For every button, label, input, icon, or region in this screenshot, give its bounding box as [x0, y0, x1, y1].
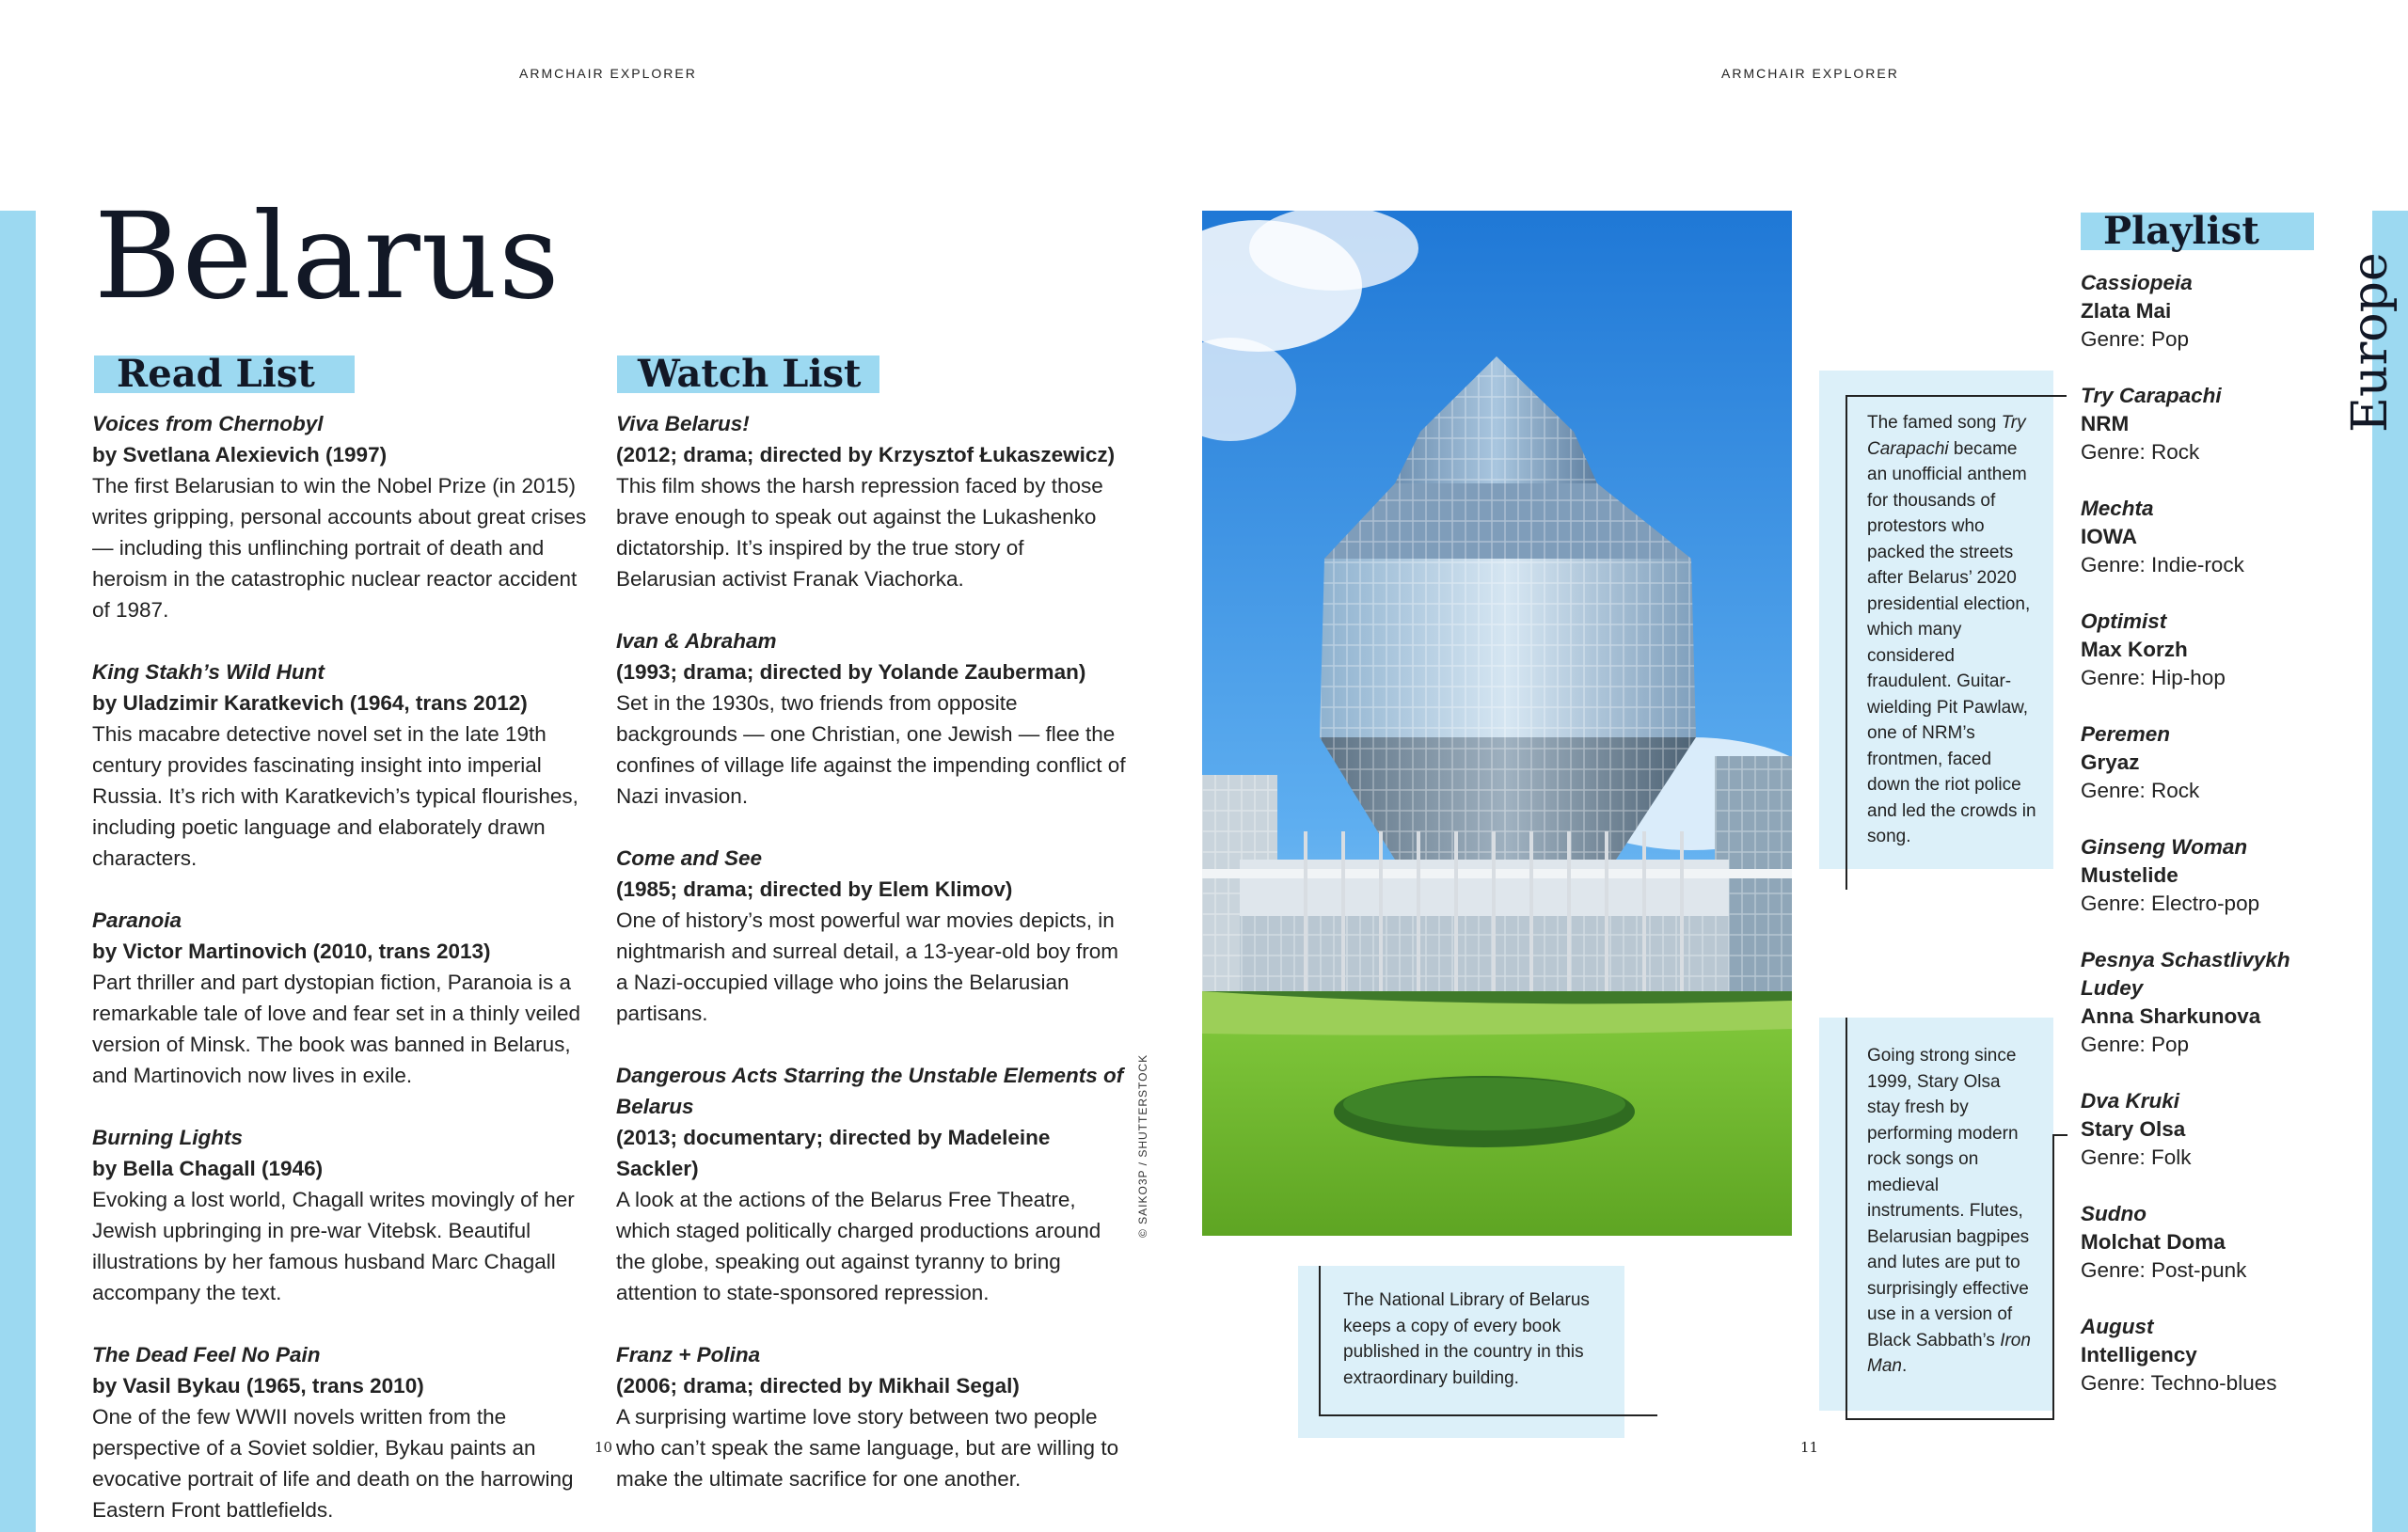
playlist-item: [2081, 495, 2353, 579]
caption-text-after: .: [1901, 1356, 1908, 1376]
list-item: [616, 1339, 1129, 1494]
track-genre: Genre: Pop: [2081, 1033, 2190, 1056]
list-item: [616, 408, 1129, 594]
film-description: A surprising wartime love story between two people who can’t speak the same language, but are willing to make the ultimate sacrifice for one another.: [616, 1405, 1119, 1491]
list-item: [92, 656, 591, 874]
caption-song-title: Try Carapachi: [1867, 413, 2026, 459]
track-title: August: [2081, 1315, 2154, 1338]
playlist-item: [2081, 1313, 2353, 1398]
track-title: Mechta: [2081, 497, 2154, 520]
film-title: Franz + Polina: [616, 1343, 761, 1366]
caption-text-before: The famed song: [1867, 413, 2002, 433]
caption-rule-tick: [2052, 1134, 2067, 1136]
track-artist: Stary Olsa: [2081, 1117, 2186, 1141]
page-number-left: 10: [594, 1439, 613, 1456]
track-genre: Genre: Techno-blues: [2081, 1371, 2277, 1395]
list-item: [92, 408, 591, 625]
track-genre: Genre: Rock: [2081, 779, 2200, 802]
track-genre: Genre: Folk: [2081, 1145, 2192, 1169]
film-byline: (2006; drama; directed by Mikhail Segal): [616, 1374, 1020, 1398]
playlist-item: [2081, 946, 2353, 1059]
track-artist: IOWA: [2081, 525, 2137, 548]
caption-song-title: Iron Man: [1867, 1330, 2031, 1376]
book-byline: by Bella Chagall (1946): [92, 1157, 324, 1180]
stary-olsa-caption: [1867, 1043, 2036, 1380]
book-description: Evoking a lost world, Chagall writes movingly of her Jewish upbringing in pre-war Vitebsk. Beautiful illustrations by her famous husband Marc Chagall accompany the text.: [92, 1188, 575, 1304]
caption-text-after: became an unofficial anthem for thousands of protestors who packed the streets after Belarus’ 2020 presidential election, which many considered fraudulent. Guitar-wielding Pit Pawlaw, one of NRM’s frontmen, faced down the riot police and led the crowds in song.: [1867, 438, 2036, 846]
running-head-right: ARMCHAIR EXPLORER: [1721, 66, 1899, 81]
playlist-item: [2081, 833, 2353, 918]
track-title: Sudno: [2081, 1202, 2147, 1225]
book-title: Burning Lights: [92, 1126, 243, 1149]
book-byline: by Svetlana Alexievich (1997): [92, 443, 388, 466]
playlist-item: [2081, 382, 2353, 466]
playlist-item: [2081, 269, 2353, 354]
list-item: [616, 625, 1129, 812]
playlist-item: [2081, 1200, 2353, 1285]
track-genre: Genre: Electro-pop: [2081, 892, 2260, 915]
track-genre: Genre: Indie-rock: [2081, 553, 2244, 576]
track-title: Try Carapachi: [2081, 384, 2222, 407]
book-title: King Stakh’s Wild Hunt: [92, 660, 325, 684]
page-number-right: 11: [1800, 1439, 1819, 1456]
track-title: Pesnya Schastlivykh Ludey: [2081, 948, 2290, 1000]
track-genre: Genre: Pop: [2081, 327, 2190, 351]
playlist-item: [2081, 720, 2353, 805]
caption-rule-horizontal: [1846, 1418, 2054, 1420]
track-artist: Intelligency: [2081, 1343, 2197, 1366]
film-description: This film shows the harsh repression faced by those brave enough to speak out against the Lukashenko dictatorship. It’s inspired by the true story of Belarusian activist Franak Viachorka.: [616, 474, 1103, 591]
track-artist: Anna Sharkunova: [2081, 1004, 2261, 1028]
film-title: Come and See: [616, 846, 763, 870]
film-byline: (2013; documentary; directed by Madeleine Sackler): [616, 1126, 1051, 1180]
read-list: [92, 408, 591, 1532]
film-title: Viva Belarus!: [616, 412, 750, 435]
track-artist: Gryaz: [2081, 750, 2140, 774]
left-edge-bar: [0, 211, 36, 1532]
track-title: Optimist: [2081, 609, 2167, 633]
track-title: Peremen: [2081, 722, 2171, 746]
track-genre: Genre: Hip-hop: [2081, 666, 2226, 689]
film-description: Set in the 1930s, two friends from opposite backgrounds — one Christian, one Jewish — flee the confines of village life against the impending conflict of Nazi invasion.: [616, 691, 1126, 808]
film-byline: (2012; drama; directed by Krzysztof Łukaszewicz): [616, 443, 1116, 466]
list-item: [92, 1122, 591, 1308]
book-title: Paranoia: [92, 908, 182, 932]
anthem-caption: [1867, 410, 2036, 850]
photo-credit: © SAIKO3P / SHUTTERSTOCK: [1136, 1053, 1149, 1238]
film-byline: (1993; drama; directed by Yolande Zauberman): [616, 660, 1086, 684]
book-description: One of the few WWII novels written from the perspective of a Soviet soldier, Bykau paints an evocative portrait of life and death on the harrowing Eastern Front battlefields.: [92, 1405, 574, 1522]
caption-text-before: Going strong since 1999, Stary Olsa stay fresh by performing modern rock songs on medieval instruments. Flutes, Belarusian bagpipes and lutes are put to surprisingly effective use in a version of Black Sabbath’s: [1867, 1046, 2030, 1350]
caption-rule-horizontal: [1846, 395, 2067, 397]
caption-rule-vertical: [1846, 397, 1847, 890]
playlist: [2081, 269, 2353, 1426]
film-description: A look at the actions of the Belarus Free Theatre, which staged politically charged productions around the globe, speaking out against tyranny to bring attention to state-sponsored repression.: [616, 1188, 1101, 1304]
library-caption: The National Library of Belarus keeps a copy of every book published in the country in this extraordinary building.: [1343, 1290, 1590, 1388]
list-item: [92, 905, 591, 1091]
section-tab-europe: Europe: [2342, 252, 2399, 433]
caption-rule-horizontal: [1319, 1414, 1657, 1416]
list-item: [92, 1339, 591, 1525]
track-artist: Max Korzh: [2081, 638, 2188, 661]
track-artist: Mustelide: [2081, 863, 2178, 887]
list-item: [616, 1060, 1129, 1308]
watch-list-heading-text: Watch List: [638, 352, 862, 396]
watch-list: [616, 408, 1129, 1525]
book-description: This macabre detective novel set in the late 19th century provides fascinating insight into imperial Russia. It’s rich with Karatkevich’s typical flourishes, including poetic language and elaborately drawn characters.: [92, 722, 578, 870]
book-title: The Dead Feel No Pain: [92, 1343, 321, 1366]
track-artist: Molchat Doma: [2081, 1230, 2226, 1254]
page-title: Belarus: [94, 187, 561, 325]
caption-rule-connector: [2052, 1136, 2054, 1420]
film-description: One of history’s most powerful war movies depicts, in nightmarish and surreal detail, a 13-year-old boy from a Nazi-occupied village who joins the Belarusian partisans.: [616, 908, 1119, 1025]
film-title: Ivan & Abraham: [616, 629, 777, 653]
track-title: Dva Kruki: [2081, 1089, 2180, 1113]
track-genre: Genre: Post-punk: [2081, 1258, 2247, 1282]
read-list-heading-text: Read List: [117, 352, 315, 396]
book-description: The first Belarusian to win the Nobel Prize (in 2015) writes gripping, personal accounts about great crises — including this unflinching portrait of death and heroism in the catastrophic nuclear reactor accident of 1987.: [92, 474, 587, 622]
list-item: [616, 843, 1129, 1029]
book-title: Voices from Chernobyl: [92, 412, 324, 435]
caption-rule-vertical: [1846, 1018, 1847, 1420]
playlist-heading-text: Playlist: [2103, 209, 2259, 253]
running-head-left: ARMCHAIR EXPLORER: [519, 66, 697, 81]
book-byline: by Uladzimir Karatkevich (1964, trans 2012): [92, 691, 528, 715]
film-title: Dangerous Acts Starring the Unstable Elements of Belarus: [616, 1064, 1124, 1118]
national-library-photo: [1202, 211, 1792, 1236]
track-genre: Genre: Rock: [2081, 440, 2200, 464]
playlist-item: [2081, 608, 2353, 692]
book-byline: by Vasil Bykau (1965, trans 2010): [92, 1374, 424, 1398]
caption-rule-vertical: [1319, 1266, 1321, 1416]
book-description: Part thriller and part dystopian fiction, Paranoia is a remarkable tale of love and fear set in a thinly veiled version of Minsk. The book was banned in Belarus, and Martinovich now lives in exile.: [92, 971, 581, 1087]
track-title: Ginseng Woman: [2081, 835, 2248, 859]
playlist-item: [2081, 1087, 2353, 1172]
track-artist: Zlata Mai: [2081, 299, 2172, 323]
book-byline: by Victor Martinovich (2010, trans 2013): [92, 940, 491, 963]
track-artist: NRM: [2081, 412, 2130, 435]
track-title: Cassiopeia: [2081, 271, 2193, 294]
film-byline: (1985; drama; directed by Elem Klimov): [616, 877, 1013, 901]
